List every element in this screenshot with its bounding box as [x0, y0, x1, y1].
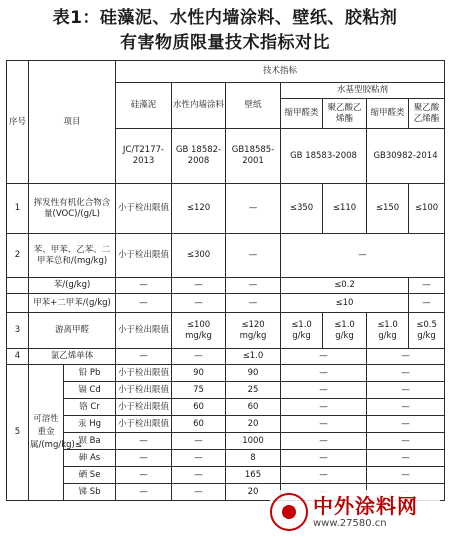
watermark-logo-icon — [270, 493, 308, 531]
cell-adhesive-2: — — [367, 382, 445, 399]
cell-adhesive-2: — — [367, 365, 445, 382]
watermark-url: www.27580.cn — [313, 518, 387, 529]
standard-adhesive-1: GB 18583-2008 — [281, 129, 367, 184]
table-row — [7, 184, 445, 234]
cell-adhesive-4: ≤0.5 g/kg — [409, 313, 445, 349]
cell-wallpaper: — — [226, 234, 281, 278]
cell-paint: 60 — [172, 399, 226, 416]
standard-diatom: JC/T2177-2013 — [116, 129, 172, 184]
cell-wallpaper: ≤1.0 — [226, 349, 281, 365]
standard-paint: GB 18582-2008 — [172, 129, 226, 184]
cell-paint: — — [172, 278, 226, 294]
header-seq: 序号 — [7, 61, 29, 184]
cell-wallpaper: 20 — [226, 416, 281, 433]
table-row — [7, 278, 445, 294]
header-paint: 水性内墙涂料 — [172, 83, 226, 129]
header-row-1 — [7, 61, 445, 83]
header-sub-1: 缩甲醛类 — [281, 99, 323, 129]
row-item: 挥发性有机化合物含量(VOC)/(g/L) — [29, 184, 116, 234]
cell-adhesive-1: — — [281, 416, 367, 433]
cell-adhesive-2: — — [367, 467, 445, 484]
table-row — [7, 313, 445, 349]
cell-adhesive-2: — — [367, 349, 445, 365]
cell-wallpaper: 1000 — [226, 433, 281, 450]
cell-diatom: — — [116, 450, 172, 467]
title-line-1: 表1：硅藻泥、水性内墙涂料、壁纸、胶粘剂 — [52, 8, 398, 28]
title-block — [0, 6, 450, 56]
metal-name: 汞 Hg — [64, 416, 116, 433]
title-line-2: 有害物质限量技术指标对比 — [120, 33, 330, 53]
cell-wallpaper: 8 — [226, 450, 281, 467]
table-row — [7, 399, 445, 416]
row-item: 苯、甲苯、乙苯、二甲苯总和/(mg/kg) — [29, 234, 116, 278]
cell-paint: — — [172, 450, 226, 467]
cell-diatom: 小于检出限值 — [116, 313, 172, 349]
cell-diatom: 小于检出限值 — [116, 234, 172, 278]
header-sub-4: 聚乙酸乙烯酯 — [409, 99, 445, 129]
header-sub-2: 聚乙酸乙烯酯 — [323, 99, 367, 129]
cell-diatom: 小于检出限值 — [116, 184, 172, 234]
cell-diatom: 小于检出限值 — [116, 382, 172, 399]
table-row — [7, 234, 445, 278]
cell-paint: — — [172, 294, 226, 313]
table-row — [7, 294, 445, 313]
cell-adhesive-1: — — [281, 467, 367, 484]
cell-adhesive-2: — — [367, 450, 445, 467]
metal-name: 硒 Se — [64, 467, 116, 484]
cell-adhesive-2: — — [367, 416, 445, 433]
table-row — [7, 416, 445, 433]
metal-name: 砷 As — [64, 450, 116, 467]
cell-diatom: — — [116, 484, 172, 501]
row-number: 1 — [7, 184, 29, 234]
cell-adhesive: ≤10 — [281, 294, 409, 313]
header-diatom: 硅藻泥 — [116, 83, 172, 129]
cell-wallpaper: 165 — [226, 467, 281, 484]
header-tech: 技术指标 — [116, 61, 445, 83]
cell-wallpaper: — — [226, 278, 281, 294]
cell-paint: ≤300 — [172, 234, 226, 278]
cell-adhesive-1: — — [281, 382, 367, 399]
metal-name: 铬 Cr — [64, 399, 116, 416]
cell-adhesive-2: ≤1.0 g/kg — [323, 313, 367, 349]
row-item: 游离甲醛 — [29, 313, 116, 349]
cell-adhesive-1: — — [281, 433, 367, 450]
watermark — [270, 490, 440, 534]
watermark-name: 中外涂料网 — [313, 494, 418, 518]
cell-diatom: — — [116, 349, 172, 365]
header-wallpaper: 壁纸 — [226, 83, 281, 129]
cell-adhesive-2: — — [367, 433, 445, 450]
standard-adhesive-2: GB30982-2014 — [367, 129, 445, 184]
header-adhesive: 水基型胶粘剂 — [281, 83, 445, 99]
table-row — [7, 349, 445, 365]
cell-adhesive-1: — — [281, 450, 367, 467]
row-item: 苯/(g/kg) — [29, 278, 116, 294]
row-item-heavy-metals: 可溶性重金属/(mg/kg)≤ — [29, 365, 64, 501]
cell-wallpaper: — — [226, 294, 281, 313]
row-item: 氯乙烯单体 — [29, 349, 116, 365]
cell-paint: — — [172, 349, 226, 365]
cell-adhesive: ≤0.2 — [281, 278, 409, 294]
header-item: 项目 — [29, 61, 116, 184]
standard-wallpaper: GB18585-2001 — [226, 129, 281, 184]
cell-diatom: 小于检出限值 — [116, 416, 172, 433]
cell-adhesive-3: ≤1.0 g/kg — [367, 313, 409, 349]
cell-diatom: 小于检出限值 — [116, 399, 172, 416]
cell-diatom: — — [116, 294, 172, 313]
watermark-text — [313, 494, 418, 530]
cell-wallpaper: — — [226, 184, 281, 234]
cell-diatom: — — [116, 433, 172, 450]
cell-wallpaper: 20 — [226, 484, 281, 501]
metal-name: 钡 Ba — [64, 433, 116, 450]
cell-adhesive-4: — — [409, 294, 445, 313]
cell-paint: — — [172, 484, 226, 501]
cell-wallpaper: 25 — [226, 382, 281, 399]
cell-adhesive-1: ≤350 — [281, 184, 323, 234]
row-number-empty — [7, 294, 29, 313]
cell-diatom: — — [116, 467, 172, 484]
cell-wallpaper: 90 — [226, 365, 281, 382]
cell-adhesive-1: — — [281, 399, 367, 416]
cell-adhesive-1: ≤1.0 g/kg — [281, 313, 323, 349]
cell-adhesive: — — [281, 234, 445, 278]
table-row — [7, 467, 445, 484]
table-row — [7, 450, 445, 467]
row-number: 5 — [7, 365, 29, 501]
metal-name: 镉 Cd — [64, 382, 116, 399]
cell-wallpaper: 60 — [226, 399, 281, 416]
cell-adhesive-3: ≤150 — [367, 184, 409, 234]
cell-paint: 75 — [172, 382, 226, 399]
cell-paint: — — [172, 433, 226, 450]
cell-adhesive-2: — — [367, 399, 445, 416]
cell-diatom: — — [116, 278, 172, 294]
cell-wallpaper: ≤120 mg/kg — [226, 313, 281, 349]
row-number: 3 — [7, 313, 29, 349]
cell-adhesive-4: — — [409, 278, 445, 294]
cell-adhesive-1: — — [281, 365, 367, 382]
metal-name: 铅 Pb — [64, 365, 116, 382]
table-row — [7, 365, 445, 382]
cell-paint: 60 — [172, 416, 226, 433]
cell-adhesive-2: ≤110 — [323, 184, 367, 234]
cell-adhesive-4: ≤100 — [409, 184, 445, 234]
cell-paint: ≤100 mg/kg — [172, 313, 226, 349]
table-row — [7, 382, 445, 399]
cell-diatom: 小于检出限值 — [116, 365, 172, 382]
comparison-table — [6, 60, 445, 501]
row-number-empty — [7, 278, 29, 294]
metal-name: 锑 Sb — [64, 484, 116, 501]
header-sub-3: 缩甲醛类 — [367, 99, 409, 129]
row-number: 2 — [7, 234, 29, 278]
cell-adhesive-1: — — [281, 349, 367, 365]
row-item: 甲苯+二甲苯/(g/kg) — [29, 294, 116, 313]
cell-paint: — — [172, 467, 226, 484]
cell-paint: 90 — [172, 365, 226, 382]
cell-paint: ≤120 — [172, 184, 226, 234]
row-number: 4 — [7, 349, 29, 365]
